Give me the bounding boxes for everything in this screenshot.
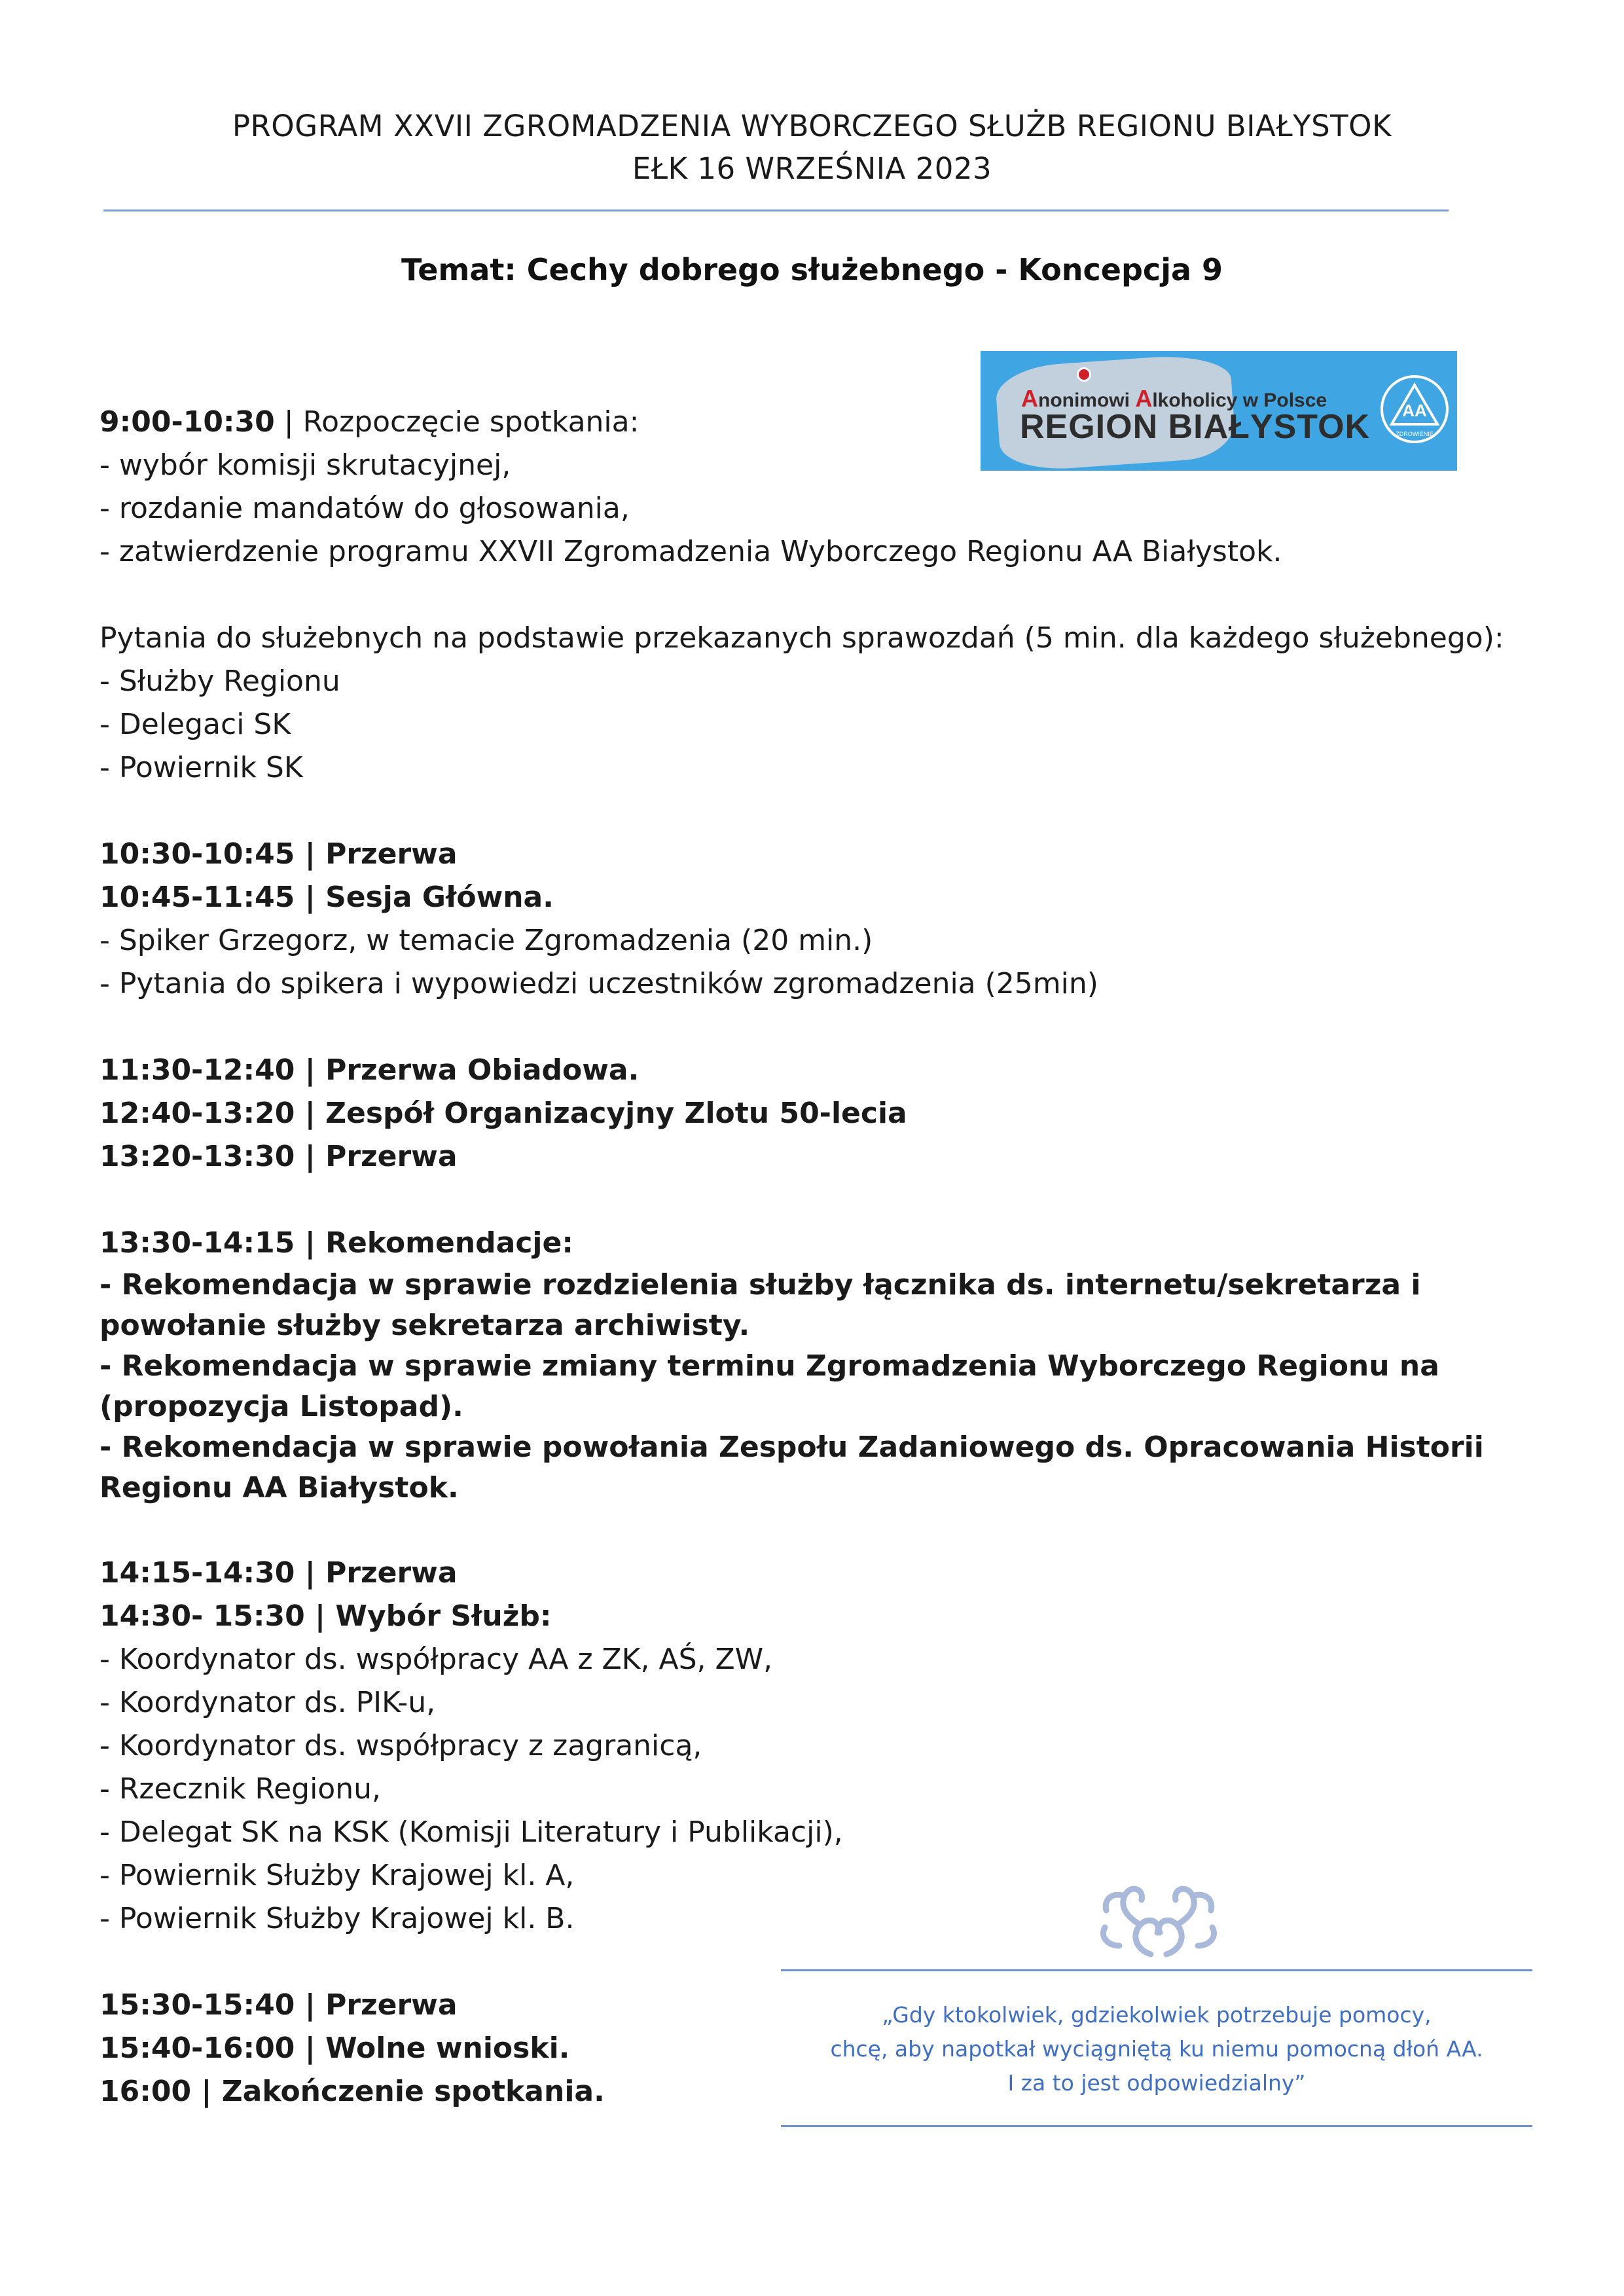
svg-text:ZDROWIENIE: ZDROWIENIE <box>1396 431 1434 437</box>
list-item: - Rzecznik Regionu, <box>99 1772 381 1806</box>
agenda-session: 9:00-10:30 | Rozpoczęcie spotkania: <box>99 405 640 439</box>
document-header <box>0 105 1624 190</box>
agenda-session: 14:30- 15:30 | Wybór Służb: <box>99 1599 552 1633</box>
agenda-session: 16:00 | Zakończenie spotkania. <box>99 2075 605 2108</box>
agenda-session: 15:30-15:40 | Przerwa <box>99 1988 458 2022</box>
list-item: - Koordynator ds. współpracy z zagranicą, <box>99 1729 702 1762</box>
list-item: - Służby Regionu <box>99 665 340 698</box>
agenda-session: 13:20-13:30 | Przerwa <box>99 1140 458 1173</box>
quote-line-1: „Gdy ktokolwiek, gdziekolwiek potrzebuje pomocy, <box>882 2002 1432 2028</box>
agenda-session: 12:40-13:20 | Zespół Organizacyjny Zlotu 50-lecia <box>99 1097 907 1130</box>
list-item: - wybór komisji skrutacyjnej, <box>99 448 511 482</box>
svg-text:AA: AA <box>1402 401 1427 420</box>
list-item: - Koordynator ds. PIK-u, <box>99 1686 436 1719</box>
topic-heading: Temat: Cechy dobrego służebnego - Koncepcja 9 <box>401 252 1223 287</box>
list-item: - Koordynator ds. współpracy AA z ZK, AŚ, ZW, <box>99 1643 773 1676</box>
agenda-session: 10:30-10:45 | Przerwa <box>99 837 458 871</box>
list-item: - Rekomendacja w sprawie zmiany terminu Zgromadzenia Wyborczego Regionu na (propozycja Listopad). <box>99 1349 1439 1423</box>
aa-responsibility-quote <box>781 1998 1532 2100</box>
agenda-session: 14:15-14:30 | Przerwa <box>99 1556 458 1590</box>
list-item: - Delegat SK na KSK (Komisji Literatury i Publikacji), <box>99 1815 843 1849</box>
quote-divider-top <box>781 1969 1532 1971</box>
quote-divider-bottom <box>781 2125 1532 2127</box>
quote-line-2: chcę, aby napotkał wyciągniętą ku niemu pomocną dłoń AA. <box>830 2036 1483 2062</box>
list-item: - Powiernik Służby Krajowej kl. A, <box>99 1859 575 1892</box>
quote-line-3: I za to jest odpowiedzialny” <box>1007 2070 1306 2096</box>
map-pin-icon <box>1079 369 1089 380</box>
list-item: - Powiernik Służby Krajowej kl. B. <box>99 1902 575 1935</box>
list-item: - Delegaci SK <box>99 708 291 741</box>
agenda-session: 15:40-16:00 | Wolne wnioski. <box>99 2032 570 2065</box>
list-item: - Spiker Grzegorz, w temacie Zgromadzenia (20 min.) <box>99 924 873 957</box>
list-item: - Pytania do spikera i wypowiedzi uczestników zgromadzenia (25min) <box>99 967 1098 1000</box>
header-line-1: PROGRAM XXVII ZGROMADZENIA WYBORCZEGO SŁUŻB REGIONU BIAŁYSTOK <box>232 109 1392 143</box>
header-divider <box>103 210 1449 211</box>
list-item: - Rekomendacja w sprawie powołania Zespołu Zadaniowego ds. Opracowania Historii Regionu AA Białystok. <box>99 1430 1484 1504</box>
list-item: - Powiernik SK <box>99 751 303 784</box>
floral-ornament-icon <box>1074 1872 1244 1964</box>
list-item: - rozdanie mandatów do głosowania, <box>99 492 630 525</box>
agenda-session: 11:30-12:40 | Przerwa Obiadowa. <box>99 1053 640 1087</box>
questions-intro: Pytania do służebnych na podstawie przekazanych sprawozdań (5 min. dla każdego służebnego): <box>99 621 1504 655</box>
logo-region-name: REGION BIAŁYSTOK <box>1020 408 1371 446</box>
logo-org-name: Anonimowi Alkoholicy w Polsce <box>1021 385 1327 412</box>
agenda <box>99 401 1526 2113</box>
list-item: - zatwierdzenie programu XXVII Zgromadzenia Wyborczego Regionu AA Białystok. <box>99 535 1282 568</box>
agenda-session: 10:45-11:45 | Sesja Główna. <box>99 881 554 914</box>
list-item: - Rekomendacja w sprawie rozdzielenia służby łącznika ds. internetu/sekretarza i powołanie służby sekretarza archiwisty. <box>99 1268 1421 1342</box>
agenda-session: 13:30-14:15 | Rekomendacje: <box>99 1226 573 1260</box>
header-line-2: EŁK 16 WRZEŚNIA 2023 <box>632 151 992 186</box>
